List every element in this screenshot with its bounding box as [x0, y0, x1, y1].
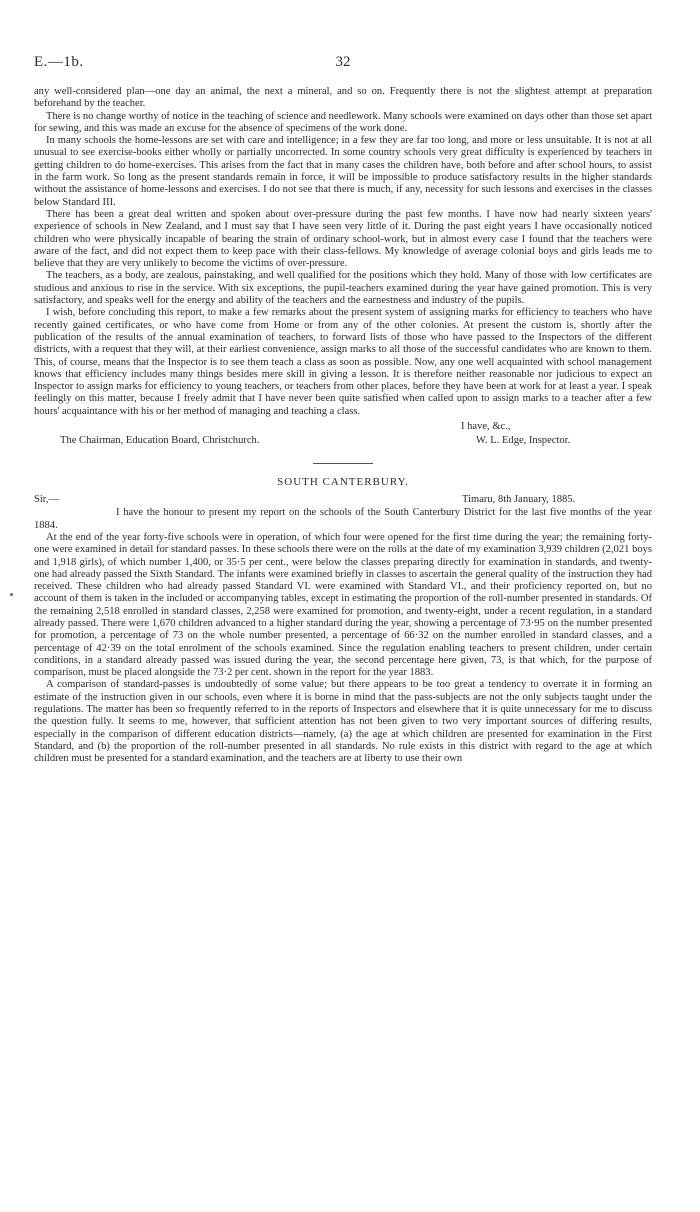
document-reference: E.—1b. [34, 54, 84, 70]
section-title: SOUTH CANTERBURY. [277, 476, 409, 489]
report-body [34, 86, 652, 766]
paragraph: At the end of the year forty-five schools were in operation, of which four were opened for the first time during the year; the remaining forty-one were examined in detail for standard passes. In these schools there were on the rolls at the date of my examination 3,939 children (2,021 boys and 1,918 girls), of which number 1,400, or 35·5 per cent., were below the classes preparing directly for examination in standards, and twenty-one had already passed the Sixth Standard. The infants were examined briefly in classes to ascertain the general quality of the instruction they had received. These children who had already passed Standard VI. were examined with Standard VI., and their proficiency reported on, but no account of them is taken in the included or accompanying tables, except in estimating the proportion of the roll-number presented in standards. Of the remaining 2,518 enrolled in standard classes, 2,258 were examined for promotion, and twenty-eight, under a recent regulation, in a standard already passed. There were 1,670 children advanced to a higher standard during the year, showing a percentage of 73·95 on the number presented for promotion, a percentage of 73 on the whole number presented, a percentage of 66·32 on the number enrolled in standard classes, and a percentage of 42·39 on the total enrolment of the schools examined. Since the regulation enabling teachers to present children, under certain conditions, in a standard already passed was issued during the year, the second percentage here given, 73, is that which, for the purpose of comparison, must be placed alongside the 73·2 per cent. shown in the report for the year 1883. [34, 531, 652, 679]
intro-paragraph: I have the honour to present my report on the schools of the South Canterbury District for the last five months of the year 1884. [34, 507, 652, 531]
paragraph: In many schools the home-lessons are set with care and intelligence; in a few they are far too long, and more or less unsuitable. It is not at all unusual to see exercise-books either wholly or partially uncorrected. In some country schools very great difficulty is experienced by teachers in getting children to do home-exercises. This arises from the fact that in many cases the children have, both before and after school hours, to assist in the farm work. So long as the present standards remain in force, it will be impossible to produce satisfactory results in the higher standards without the assistance of home-lessons and exercises. I do not see that there is much, if any, necessity for such lessons and exercises in the classes below Standard III. [34, 135, 652, 208]
closing-text: I have, &c., [461, 421, 511, 433]
closing-row [34, 421, 652, 435]
signature: W. L. Edge, Inspector. [476, 435, 571, 447]
margin-dot [10, 593, 13, 596]
section-divider [313, 463, 373, 464]
paragraph: The teachers, as a body, are zealous, painstaking, and well qualified for the positions which they hold. Many of those with low certificates are studious and anxious to rise in the service. With six exceptions, the pupil-teachers examined during the year have gained promotion. This is very satisfactory, and speaks well for the energy and ability of the teachers and the earnestness and industry of the pupils. [34, 270, 652, 307]
page-header [34, 54, 652, 76]
paragraph: I wish, before concluding this report, to make a few remarks about the present system of assigning marks for efficiency to teachers who have recently gained certificates, or who have come from Home or from any of the other colonies. At present the custom is, shortly after the publication of the results of the annual examination of teachers, to forward lists of those who have passed to the Inspectors of the different districts, with a request that they will, at their earliest convenience, assign marks to all those of the successful candidates who are known to them. This, of course, means that the Inspector is to see them teach a class as soon as possible. Now, any one well acquainted with school management knows that efficiency includes many things besides mere skill in giving a lesson. It is therefore neither reasonable nor judicious to expect an Inspector to assign marks for efficiency to young teachers, or teachers from other places, before they have been at work for at least a year. I speak feelingly on this matter, because I freely admit that I have never been quite satisfied when called upon to assign marks to a teacher after a few hours' acquaintance with his or her method of managing and teaching a class. [34, 307, 652, 417]
paragraph: any well-considered plan—one day an animal, the next a mineral, and so on. Frequently there is not the slightest attempt at preparation beforehand by the teacher. [34, 86, 652, 110]
place-date: Timaru, 8th January, 1885. [462, 494, 576, 506]
paragraph: There is no change worthy of notice in the teaching of science and needlework. Many schools were examined on days other than those set apart for sewing, and this was made an excuse for the absence of specimens of the work done. [34, 110, 652, 134]
signoff-row [34, 435, 652, 449]
page-number: 32 [335, 54, 351, 70]
addressee: The Chairman, Education Board, Christchurch. [60, 435, 260, 447]
paragraph: A comparison of standard-passes is undoubtedly of some value; but there appears to be too great a tendency to overrate it in forming an estimate of the instruction given in our schools, even where it is borne in mind that the pass-subjects are not the only subjects taught under the regulations. The matter has been so frequently referred to in the reports of Inspectors and elsewhere that it is quite unnecessary for me to discuss the question fully. It seems to me, however, that sufficient attention has not been given to two very important sources of differing results, especially in the comparison of different education districts—namely, (a) the age at which children are presented for examination in the First Standard, and (b) the proportion of the roll-number presented in all standards. No rule exists in this district with regard to the age at which children must be presented for a standard examination, and the teachers are at liberty to use their own [34, 679, 652, 765]
salutation: Sir,— [34, 494, 60, 506]
salutation-row [34, 494, 652, 507]
paragraph: There has been a great deal written and spoken about over-pressure during the past few months. I have now had nearly sixteen years' experience of schools in New Zealand, and I must say that I have seen very little of it. During the past eight years I have occasionally noticed children who were physically incapable of bearing the strain of ordinary school-work, but in almost every case I found that the teachers were aware of the fact, and did not expect them to keep pace with their class-fellows. My knowledge of average colonial boys and girls leads me to believe that they are very unlikely to become the victims of over-pressure. [34, 208, 652, 270]
